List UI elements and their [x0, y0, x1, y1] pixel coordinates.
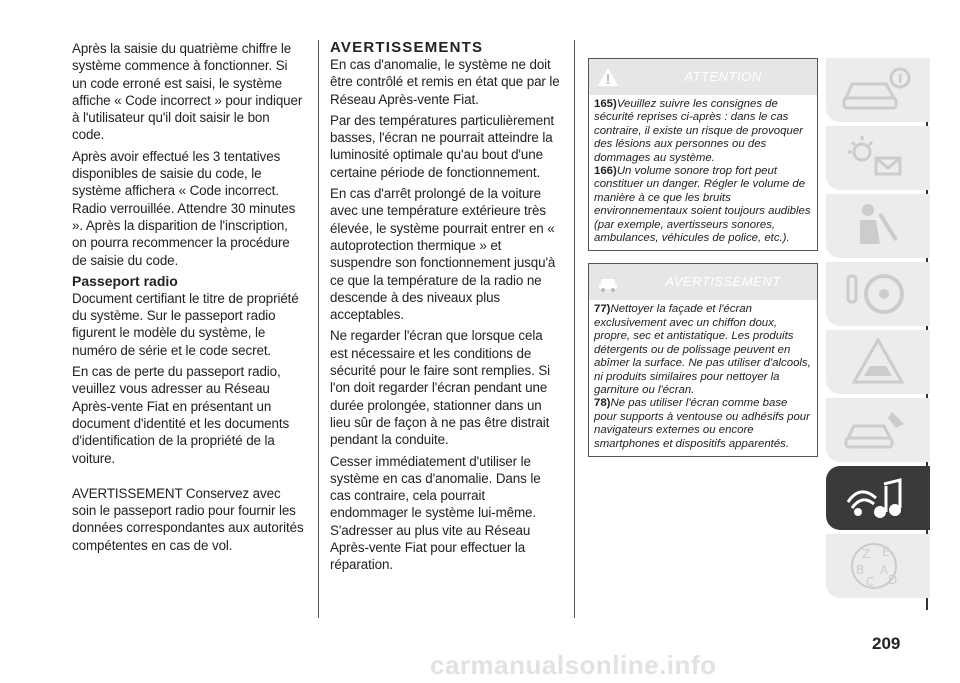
svg-text:C: C — [866, 575, 875, 589]
body-paragraph: Document certifiant le titre de propriété du système. Sur le passeport radio figurent le modèle du système, le numéro de série et le code secret. — [72, 290, 299, 358]
alphabet-index-icon — [840, 540, 912, 592]
chapter-sidebar — [826, 58, 930, 602]
svg-text:B: B — [856, 563, 865, 577]
body-paragraph: En cas de perte du passeport radio, veuillez vous adresser au Réseau Après-vente Fiat en présentant un document d'identité et les documents d'identification de la propriété de la voiture. — [72, 364, 290, 466]
page-number: 209 — [872, 634, 901, 653]
column-right — [588, 58, 818, 469]
warning-triangle-icon — [597, 66, 619, 88]
body-paragraph: En cas d'anomalie, le système ne doit être contrôlé et remis en état que par le Réseau Après-vente Fiat. — [330, 57, 560, 107]
passport-note: AVERTISSEMENT Conservez avec soin le passeport radio pour fournir les données correspondantes aux autorités compétentes en cas de vol. — [72, 485, 304, 553]
svg-text:E: E — [882, 545, 890, 559]
attention-item: 165)Veuillez suivre les consignes de sécurité reprises ci-après : dans le cas contraire, il existe un risque de provoquer des lésions aux personnes ou des dommages au système. — [594, 98, 803, 164]
tab-index[interactable] — [826, 534, 930, 598]
warning-item: 78)Ne pas utiliser l'écran comme base pour supports à ventouse ou adhésifs pour navigateurs externes ou encore smartphones et dispositifs apparentés. — [594, 397, 810, 450]
tab-safety[interactable] — [826, 194, 930, 258]
watermark: carmanualsonline.info — [430, 650, 717, 680]
tab-vehicle-knowledge[interactable] — [826, 58, 930, 122]
dashboard-lights-icon — [840, 132, 912, 184]
tab-multimedia[interactable] — [826, 466, 930, 530]
maintenance-car-icon — [840, 404, 912, 456]
section-heading-passport: Passeport radio — [72, 272, 178, 289]
svg-text:A: A — [880, 563, 889, 577]
warning-item: 77)Nettoyer la façade et l'écran exclusivement avec un chiffon doux, propre, sec et antistatique. Les produits détergents ou de polissage peuvent en abîmer la surface. Ne pas utiliser d'alcools, ni produits similaires pour nettoyer la garniture ou l'écran. — [594, 303, 811, 396]
tab-maintenance[interactable] — [826, 398, 930, 462]
body-paragraph: Ne regarder l'écran que lorsque cela est nécessaire et les conditions de sécurité pour le faire sont remplies. Si l'on doit regarder l'écran pendant une durée prolongée, stationner dans un lieu sûr de façon à ne pas être distrait pendant la conduite. — [330, 328, 551, 448]
car-info-icon — [840, 64, 912, 116]
airbag-seat-icon — [840, 200, 912, 252]
body-paragraph: Après la saisie du quatrième chiffre le système commence à fonctionner. Si un code erroné est saisi, le système affiche « Code incorrect » pour indiquer à l'utilisateur qu'il doit saisir le bon code. — [72, 41, 303, 143]
car-warning-icon — [597, 271, 619, 293]
warning-box-header — [589, 264, 817, 300]
warning-car-icon — [840, 336, 912, 388]
body-paragraph: En cas d'arrêt prolongé de la voiture avec une température extérieure très élevée, le système pourrait entrer en « autoprotection thermique » et suspendre son fonctionnement jusqu'à ce que la température de la radio ne descende à des niveaux plus acceptables. — [330, 186, 556, 323]
tab-dashboard[interactable] — [826, 126, 930, 190]
tab-emergency[interactable] — [826, 330, 930, 394]
attention-box — [588, 58, 818, 251]
warning-box — [588, 263, 818, 456]
attention-item: 166)Un volume sonore trop fort peut constituer un danger. Régler le volume de manière à ce que les bruits environnementaux soient toujours audibles (par exemple, avertisseurs sonores, ambulances, véhicules de police, etc.). — [594, 165, 811, 245]
svg-text:D: D — [888, 573, 898, 587]
tab-starting-driving[interactable] — [826, 262, 930, 326]
svg-text:Z: Z — [862, 547, 871, 561]
section-heading-warnings: AVERTISSEMENTS — [330, 39, 484, 56]
column-middle — [330, 40, 562, 578]
attention-box-header — [589, 59, 817, 95]
body-paragraph: Après avoir effectué les 3 tentatives disponibles de saisie du code, le système affichera « Code incorrect. Radio verrouillée. Attendre 30 minutes ». Après la disparition de l'inscription, on pourra recommencer la procédure de saisie du code. — [72, 148, 296, 268]
attention-box-title: ATTENTION — [684, 69, 762, 84]
body-paragraph: Cesser immédiatement d'utiliser le système en cas d'anomalie. Dans le cas contraire, cela pourrait endommager le système lui-même. S'adresser au plus vite au Réseau Après-vente Fiat pour effectuer la réparation. — [330, 453, 541, 573]
body-paragraph: Par des températures particulièrement basses, l'écran ne pourrait atteindre la luminosité optimale qu'au bout d'une certaine période de fonctionnement. — [330, 112, 555, 180]
column-left — [72, 40, 304, 558]
column-divider — [574, 40, 575, 618]
steering-wheel-key-icon — [840, 268, 912, 320]
warning-box-title: AVERTISSEMENT — [665, 274, 781, 290]
column-divider — [318, 40, 319, 618]
multimedia-music-icon — [840, 472, 912, 524]
